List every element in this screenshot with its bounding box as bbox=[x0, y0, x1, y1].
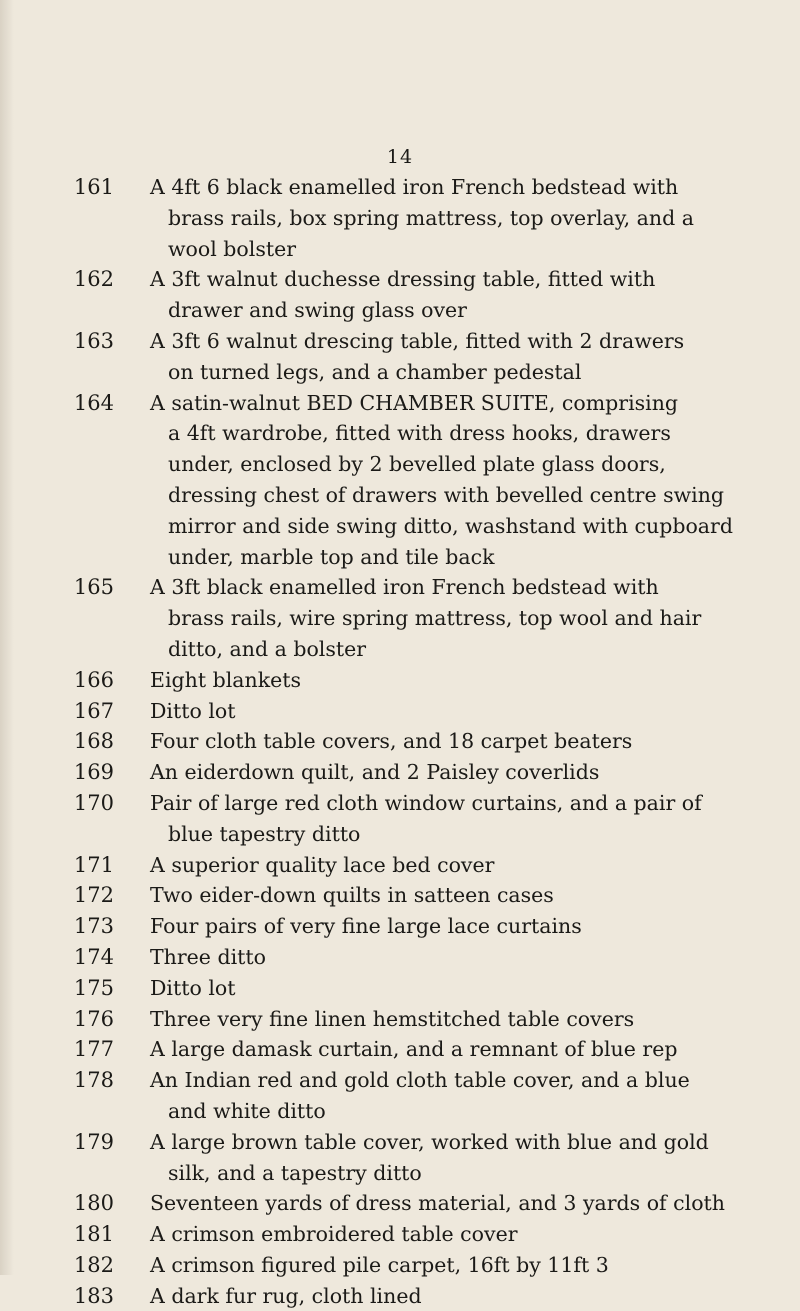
lot-description-line: Three ditto bbox=[150, 944, 266, 969]
lot-number: 171 bbox=[73, 852, 114, 877]
lot-description bbox=[150, 388, 800, 573]
lot-description-line: Three very fine linen hemstitched table covers bbox=[150, 1006, 635, 1031]
lot-entry bbox=[0, 1034, 800, 1065]
lot-description-line: mirror and side swing ditto, washstand with cupboard bbox=[168, 513, 733, 538]
lot-description-line: A 3ft black enamelled iron French bedstead with bbox=[150, 575, 659, 600]
lot-description-line: A satin-walnut BED CHAMBER SUITE, comprising bbox=[150, 390, 679, 415]
lot-number: 174 bbox=[73, 944, 114, 969]
lot-description-line: under, enclosed by 2 bevelled plate glass doors, bbox=[168, 452, 666, 477]
lot-number: 167 bbox=[73, 698, 114, 723]
lot-description-line: brass rails, box spring mattress, top overlay, and a bbox=[168, 205, 694, 230]
lot-description bbox=[150, 1004, 800, 1035]
lot-list bbox=[0, 172, 800, 1311]
lot-number: 168 bbox=[73, 729, 114, 754]
lot-entry bbox=[0, 850, 800, 881]
lot-description-line: ditto, and a bolster bbox=[168, 636, 367, 661]
lot-description-line: drawer and swing glass over bbox=[168, 298, 467, 323]
lot-number: 178 bbox=[73, 1068, 114, 1093]
lot-description-line: A 3ft 6 walnut drescing table, fitted with 2 drawers bbox=[150, 328, 685, 353]
lot-description-line: Pair of large red cloth window curtains, and a pair of bbox=[150, 790, 702, 815]
lot-entry bbox=[0, 1004, 800, 1035]
lot-description-line: Ditto lot bbox=[150, 975, 236, 1000]
lot-entry bbox=[0, 1250, 800, 1281]
lot-entry bbox=[0, 942, 800, 973]
lot-description-line: An eiderdown quilt, and 2 Paisley coverlids bbox=[150, 760, 600, 785]
lot-description-line: silk, and a tapestry ditto bbox=[168, 1160, 422, 1185]
lot-entry bbox=[0, 326, 800, 388]
lot-number: 163 bbox=[73, 328, 114, 353]
lot-number: 161 bbox=[73, 175, 114, 199]
lot-number: 173 bbox=[73, 914, 114, 939]
lot-description-line: wool bolster bbox=[168, 236, 297, 261]
lot-description-line: a 4ft wardrobe, fitted with dress hooks, drawers bbox=[168, 421, 671, 446]
lot-description-line: A 3ft walnut duchesse dressing table, fitted with bbox=[150, 267, 656, 292]
lot-description-line: A 4ft 6 black enamelled iron French bedstead with bbox=[150, 175, 679, 199]
lot-number: 180 bbox=[73, 1191, 114, 1216]
lot-description-line: A superior quality lace bed cover bbox=[150, 852, 495, 877]
lot-description-line: Two eider-down quilts in satteen cases bbox=[150, 883, 554, 908]
lot-entry bbox=[0, 726, 800, 757]
lot-description-line: dressing chest of drawers with bevelled centre swing bbox=[168, 482, 725, 507]
lot-number: 162 bbox=[73, 267, 114, 292]
lot-description bbox=[150, 911, 800, 942]
lot-description bbox=[150, 665, 800, 696]
lot-description bbox=[150, 1281, 800, 1311]
lot-description bbox=[150, 1188, 800, 1219]
lot-description-line: under, marble top and tile back bbox=[168, 544, 495, 569]
lot-number: 166 bbox=[73, 667, 114, 692]
lot-description bbox=[150, 757, 800, 788]
lot-description-line: Four pairs of very fine large lace curtains bbox=[150, 914, 582, 939]
lot-description-line: An Indian red and gold cloth table cover, and a blue bbox=[150, 1068, 690, 1093]
lot-entry bbox=[0, 1219, 800, 1250]
lot-description-line: A dark fur rug, cloth lined bbox=[150, 1283, 422, 1308]
lot-number: 179 bbox=[73, 1129, 114, 1154]
lot-entry bbox=[0, 973, 800, 1004]
lot-description bbox=[150, 973, 800, 1004]
lot-entry bbox=[0, 911, 800, 942]
lot-description-line: A crimson embroidered table cover bbox=[150, 1222, 518, 1247]
lot-description-line: Ditto lot bbox=[150, 698, 236, 723]
lot-number: 181 bbox=[73, 1222, 114, 1247]
lot-description-line: brass rails, wire spring mattress, top wool and hair bbox=[168, 606, 702, 631]
lot-entry bbox=[0, 572, 800, 664]
lot-description-line: on turned legs, and a chamber pedestal bbox=[168, 359, 582, 384]
lot-description bbox=[150, 880, 800, 911]
lot-entry bbox=[0, 696, 800, 727]
page-number: 14 bbox=[386, 146, 414, 168]
lot-description-line: and white ditto bbox=[168, 1098, 326, 1123]
lot-number: 164 bbox=[73, 390, 114, 415]
lot-entry bbox=[0, 1188, 800, 1219]
lot-description bbox=[150, 1219, 800, 1250]
lot-number: 175 bbox=[73, 975, 114, 1000]
lot-description bbox=[150, 1250, 800, 1281]
lot-description-line: Seventeen yards of dress material, and 3 yards of cloth bbox=[150, 1191, 725, 1216]
lot-number: 176 bbox=[73, 1006, 114, 1031]
lot-description bbox=[150, 172, 800, 264]
lot-description-line: A crimson figured pile carpet, 16ft by 11ft 3 bbox=[150, 1252, 609, 1277]
lot-entry bbox=[0, 1065, 800, 1127]
lot-description bbox=[150, 326, 800, 388]
lot-description-line: A large damask curtain, and a remnant of blue rep bbox=[150, 1037, 678, 1062]
lot-number: 177 bbox=[73, 1037, 114, 1062]
lot-number: 182 bbox=[73, 1252, 114, 1277]
lot-entry bbox=[0, 788, 800, 850]
lot-entry bbox=[0, 264, 800, 326]
lot-description-line: blue tapestry ditto bbox=[168, 821, 361, 846]
lot-entry bbox=[0, 880, 800, 911]
lot-entry bbox=[0, 665, 800, 696]
lot-entry bbox=[0, 172, 800, 264]
lot-description-line: A large brown table cover, worked with blue and gold bbox=[150, 1129, 709, 1154]
lot-number: 183 bbox=[73, 1283, 114, 1308]
lot-entry bbox=[0, 388, 800, 573]
lot-description bbox=[150, 572, 800, 664]
lot-description bbox=[150, 1127, 800, 1189]
lot-description bbox=[150, 1034, 800, 1065]
lot-description bbox=[150, 264, 800, 326]
lot-number: 169 bbox=[73, 760, 114, 785]
lot-number: 165 bbox=[73, 575, 114, 600]
lot-description bbox=[150, 1065, 800, 1127]
lot-entry bbox=[0, 1281, 800, 1311]
lot-entry bbox=[0, 1127, 800, 1189]
lot-description bbox=[150, 726, 800, 757]
lot-description bbox=[150, 850, 800, 881]
lot-description-line: Eight blankets bbox=[150, 667, 302, 692]
lot-description bbox=[150, 942, 800, 973]
lot-number: 170 bbox=[73, 790, 114, 815]
lot-entry bbox=[0, 757, 800, 788]
lot-number: 172 bbox=[73, 883, 114, 908]
lot-description bbox=[150, 696, 800, 727]
lot-description bbox=[150, 788, 800, 850]
lot-description-line: Four cloth table covers, and 18 carpet beaters bbox=[150, 729, 633, 754]
